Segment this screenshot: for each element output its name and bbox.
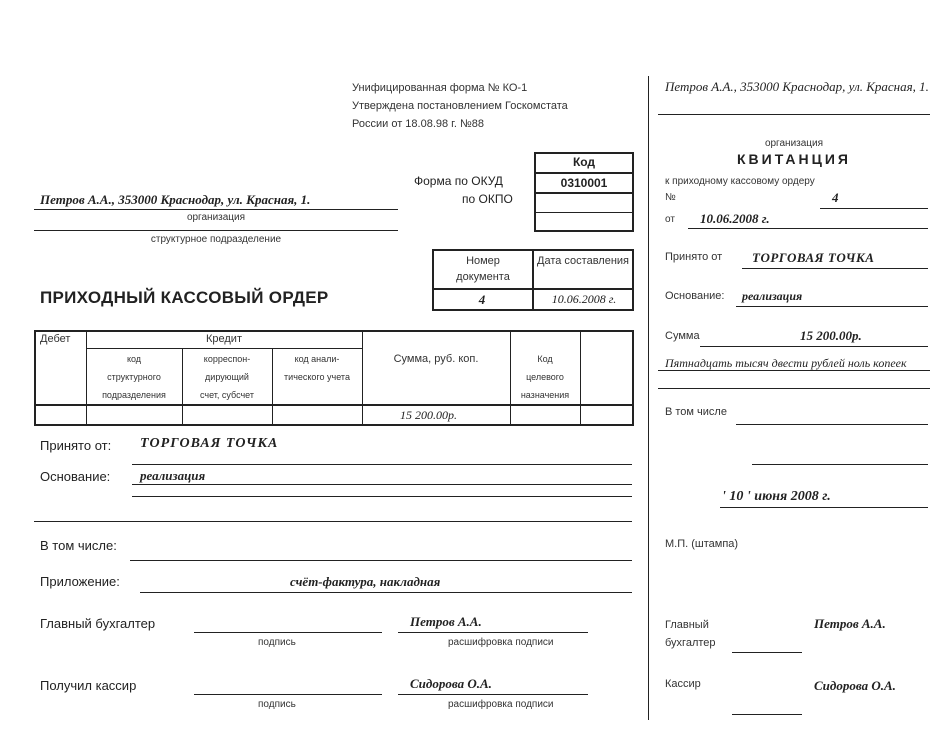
receipt-cashier-name: Сидорова О.А. — [814, 678, 896, 693]
kod-label: Код — [572, 155, 596, 169]
cashier-label: Получил кассир — [40, 678, 137, 693]
receipt-sum-words: Пятнадцать тысяч двести рублей ноль копеек — [665, 356, 907, 370]
chief-decode-caption: расшифровка подписи — [448, 637, 554, 648]
order-title: ПРИХОДНЫЙ КАССОВЫЙ ОРДЕР — [40, 288, 329, 307]
organization-caption: организация — [186, 212, 246, 223]
form-header-line2: Утверждена постановлением Госкомстата — [352, 100, 568, 112]
receipt-including-label: В том числе — [665, 406, 727, 418]
receipt-org-caption: организация — [764, 138, 824, 149]
received-value: ТОРГОВАЯ ТОЧКА — [140, 436, 279, 451]
form-header-line1: Унифицированная форма № КО-1 — [352, 82, 528, 94]
receipt-chief-label: Главный бухгалтер — [665, 619, 716, 649]
appendix-value: счёт-фактура, накладная — [290, 574, 441, 589]
received-label: Принято от: — [40, 438, 112, 453]
doc-number-value: 4 — [478, 292, 486, 307]
receipt-from-value: 10.06.2008 г. — [700, 211, 770, 226]
subdivision-caption: структурное подразделение — [150, 234, 282, 245]
receipt-sum-value: 15 200.00р. — [800, 328, 862, 343]
table-kredit: Кредит — [205, 333, 242, 345]
doc-number-header: Номер документа — [456, 255, 510, 283]
receipt-received-label: Принято от — [665, 251, 723, 263]
chief-sign-caption: подпись — [258, 637, 296, 648]
sum-header: Сумма, руб. коп. — [393, 353, 479, 365]
col1-header: код структурного подразделения — [102, 354, 166, 400]
cashier-decode-caption: расшифровка подписи — [448, 699, 554, 710]
cashier-name: Сидорова О.А. — [410, 676, 492, 691]
receipt-to-order: к приходному кассовому ордеру № — [665, 176, 815, 203]
cashier-sign-caption: подпись — [258, 699, 296, 710]
basis-value: реализация — [140, 468, 206, 483]
receipt-basis-value: реализация — [742, 289, 803, 303]
basis-label: Основание: — [40, 469, 111, 484]
chief-name: Петров А.А. — [410, 614, 482, 629]
receipt-received-value: ТОРГОВАЯ ТОЧКА — [752, 250, 875, 265]
col2-header: корреспон- дирующий счет, субсчет — [200, 354, 254, 400]
col3-header: код анали- тического учета — [284, 354, 350, 382]
receipt-cashier-label: Кассир — [665, 678, 701, 690]
including-label: В том числе: — [40, 538, 117, 553]
receipt-org-value: Петров А.А., 353000 Краснодар, ул. Красная, 1. — [665, 79, 929, 94]
sum-value: 15 200.00р. — [400, 408, 457, 422]
receipt-stamp: М.П. (штампа) — [665, 538, 739, 550]
purpose-header: Код целевого назначения — [520, 354, 570, 400]
receipt-order-no: 4 — [832, 190, 839, 205]
tear-line — [648, 76, 649, 720]
appendix-label: Приложение: — [40, 574, 120, 589]
receipt-title: КВИТАНЦИЯ — [737, 151, 851, 167]
okpo-label: по ОКПО — [462, 192, 513, 206]
receipt-chief-name: Петров А.А. — [814, 616, 886, 631]
doc-date-value: 10.06.2008 г. — [551, 292, 617, 306]
form-header-line3: России от 18.08.98 г. №88 — [352, 118, 484, 130]
table-debet: Дебет — [40, 333, 71, 345]
receipt-basis-label: Основание: — [665, 290, 725, 302]
receipt-sum-label: Сумма — [665, 330, 700, 342]
chief-label: Главный бухгалтер — [40, 616, 156, 631]
receipt-date-line: ' 10 ' июня 2008 г. — [722, 489, 831, 504]
organization-value: Петров А.А., 353000 Краснодар, ул. Красная, 1. — [40, 192, 311, 207]
doc-date-header: Дата составления — [537, 255, 629, 267]
okud-value: 0310001 — [560, 176, 608, 190]
okud-label: Форма по ОКУД — [414, 174, 503, 188]
receipt-from-label: от — [665, 214, 675, 225]
